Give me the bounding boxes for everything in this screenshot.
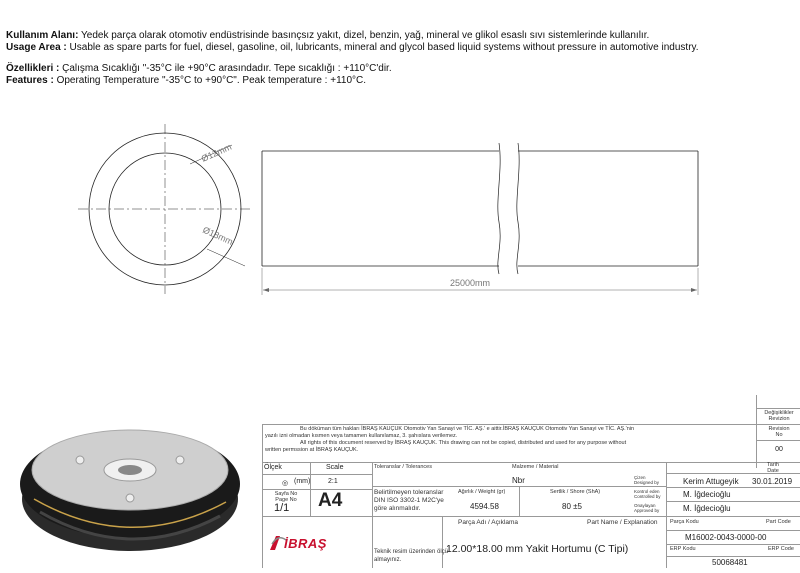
designed-label: Çizen Designed by (634, 475, 660, 485)
product-photo (0, 424, 258, 568)
page-value: 1/1 (274, 502, 290, 514)
part-code-en: Part Code (766, 519, 791, 525)
scale-label: Scale (326, 464, 344, 471)
tolerance-text: Belirtilmeyen toleranslar DIN ISO 3302-1 M2C'ye göre alınmalıdır. (374, 489, 444, 512)
approved-value: M. İğdecioğlu (683, 504, 731, 513)
logo-text: İBRAŞ (284, 536, 327, 551)
controlled-value: M. İğdecioğlu (683, 490, 731, 499)
copyright-en-1: All rights of this document reserved by İBRAŞ KAUÇUK. This drawing can not be copied, distributed and used for any purpose without (300, 440, 627, 446)
part-name-value: 12.00*18.00 mm Yakit Hortumu (C Tipi) (446, 543, 629, 555)
outer-diameter-label: Ø18mm (201, 224, 235, 247)
company-logo (268, 532, 328, 559)
controlled-label: Kontrol eden Controlled by (634, 489, 661, 499)
page-label: Sayfa No Page No (274, 491, 298, 503)
usage-tr: Kullanım Alanı: Yedek parça olarak otomotiv endüstrisinde basınçsız yakıt, dizel, benzin, yağ, mineral ve glikol esaslı sıvı sistemlerinde kullanılır. (6, 30, 650, 41)
erp-value: 50068481 (712, 558, 748, 567)
part-name-header-tr: Parça Adı / Açıklama (458, 519, 518, 526)
date-label: Tarih Date (767, 462, 779, 474)
size-value: A4 (318, 490, 343, 511)
inner-diameter-label: Ø12mm (199, 141, 234, 164)
copyright-en-2: written permssion at İBRAŞ KAUÇUK. (265, 447, 359, 453)
part-code-value: M16002-0043-0000-00 (685, 533, 767, 542)
copyright-tr-2: yazılı izni olmadan kısmen veya tamamen kullanılamaz, 3. şahıslara verilemez. (265, 433, 458, 439)
hardness-header: Sertlik / Shore (ShA) (550, 489, 601, 495)
erp-en: ERP Code (768, 546, 794, 552)
weight-value: 4594.58 (470, 502, 499, 511)
length-dimension-label: 25000mm (449, 278, 491, 288)
revision-no: 00 (775, 446, 783, 453)
copyright-tr-1: Bu döküman tüm hakları İBRAŞ KAUÇUK Otomotiv Yan Sanayi ve TİC. AŞ.' e aittir.İBRAŞ KAUÇUK Otomotiv Yan Sanayi ve TİC. AŞ.'nin (300, 426, 635, 432)
unit-label: (mm) (294, 478, 311, 485)
features-tr: Özellikleri : Çalışma Sıcaklığı "-35°C ile +90°C arasındadır. Tepe sıcaklığı : +110°C'dir. (6, 63, 392, 74)
usage-en: Usage Area : Usable as spare parts for fuel, diesel, gasoline, oil, lubricants, mineral and glycol based liquid systems without pressure in automotive industry. (6, 42, 699, 53)
designed-value: Kerim Attugeyik (683, 477, 739, 486)
material-header: Malzeme / Material (512, 464, 559, 470)
revisions-title: Değişiklikler Revizion (764, 410, 794, 422)
hardness-value: 80 ±5 (562, 502, 582, 511)
part-code-tr: Parça Kodu (670, 519, 699, 525)
approved-label: Onaylayan Approved by (634, 503, 660, 513)
projection-symbol: ◎ (282, 480, 289, 487)
tolerance-header: Toleranslar / Tolerances (374, 464, 432, 470)
erp-tr: ERP Kodu (670, 546, 696, 552)
part-name-header-en: Part Name / Explanation (587, 519, 658, 526)
weight-header: Ağırlık / Weight (gr) (458, 489, 506, 495)
date-value: 30.01.2019 (752, 477, 793, 486)
scale-value: 2:1 (328, 478, 338, 485)
material-value: Nbr (512, 476, 525, 485)
note-text: Teknik resim üzerinden ölçü almayınız. (374, 549, 449, 563)
features-en: Features : Operating Temperature "-35°C to +90°C". Peak temperature : +110°C. (6, 75, 367, 86)
revision-no-label: Revision No (768, 426, 790, 438)
hose-spool-image (0, 424, 258, 568)
olcek-label: Ölçek (264, 464, 282, 471)
